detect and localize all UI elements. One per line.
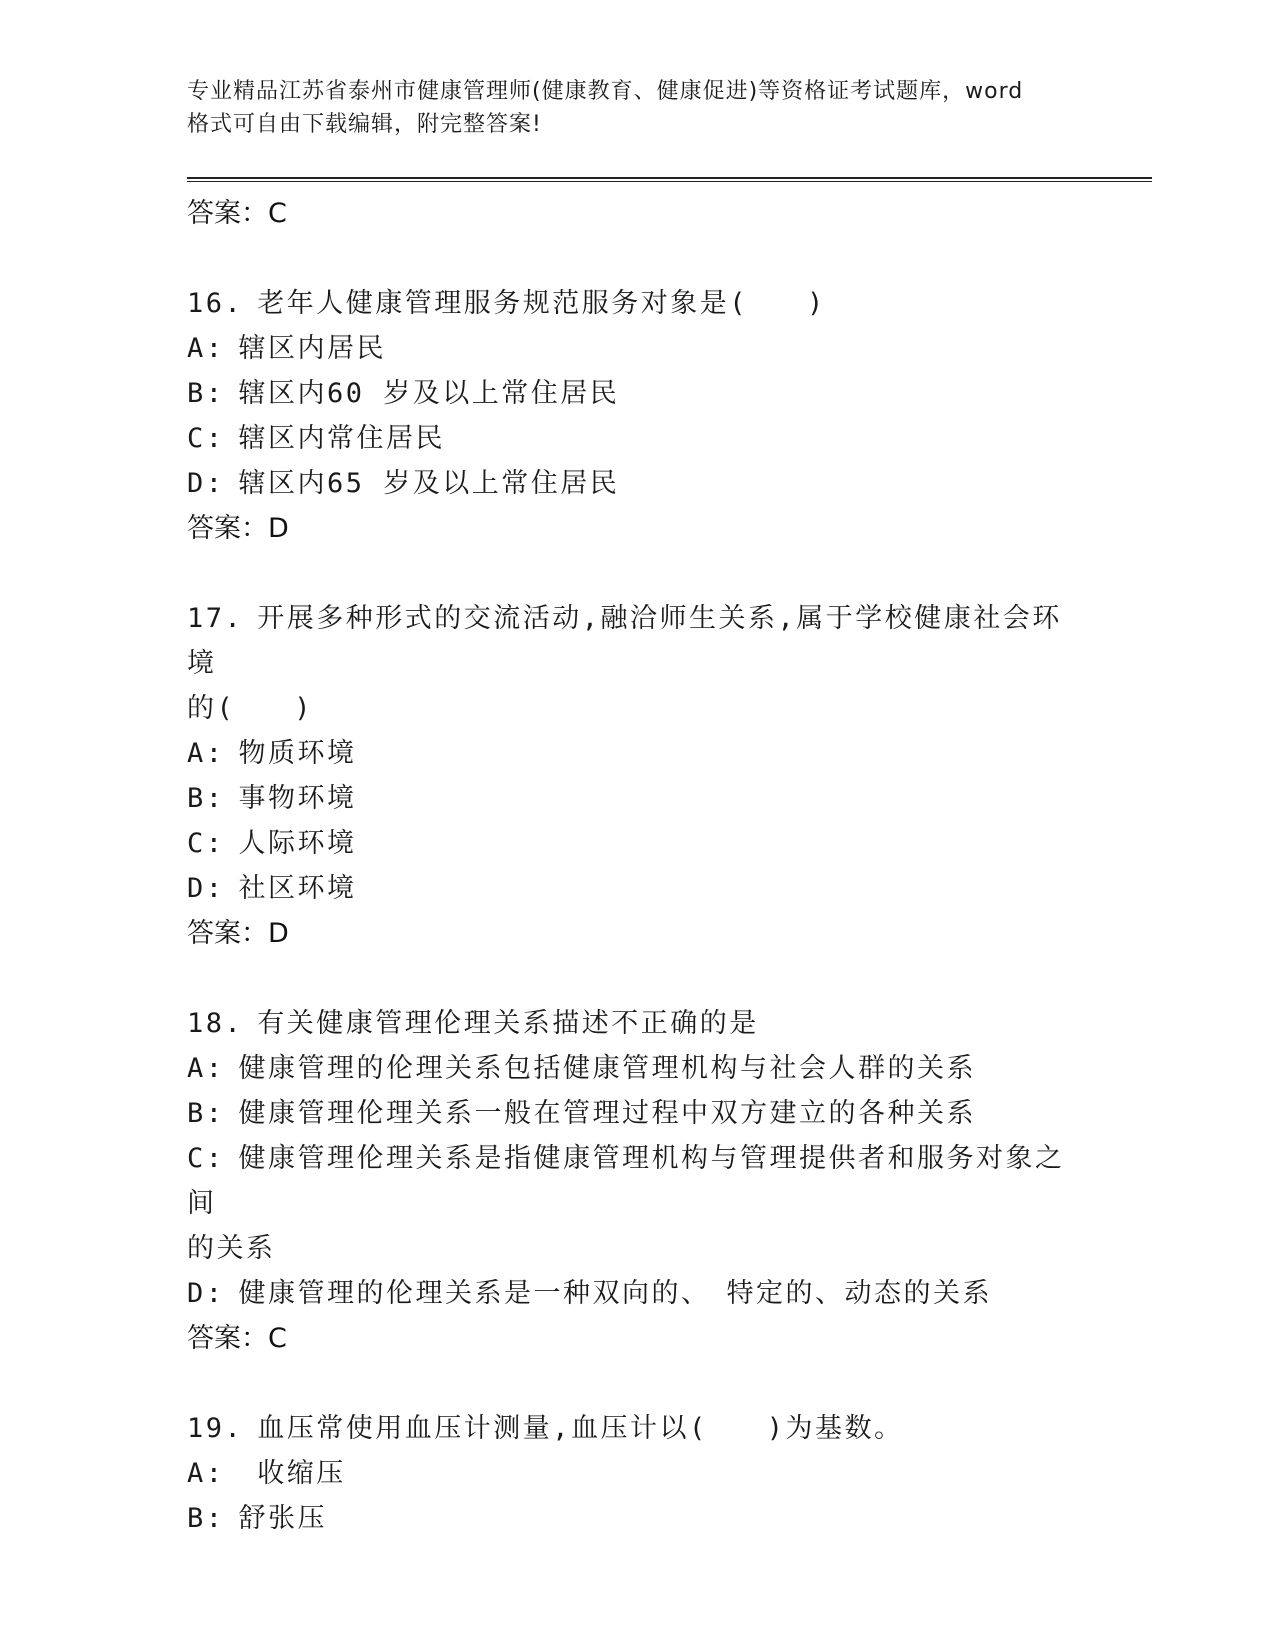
question-16 [187, 281, 1087, 326]
header-divider-thin [187, 181, 1152, 182]
question-text-continued: 的( ) [187, 693, 314, 724]
question-list [187, 185, 1087, 1541]
question-19 [187, 1406, 1087, 1451]
question-number: 17. [187, 603, 244, 634]
option-d: D: 健康管理的伦理关系是一种双向的、 特定的、动态的关系 [187, 1278, 993, 1309]
option-c: C: 辖区内常住居民 [187, 423, 446, 454]
option-d: D: 辖区内65 岁及以上常住居民 [187, 468, 620, 499]
question-18 [187, 1001, 1087, 1046]
answer-17: 答案：D [187, 918, 289, 949]
option-b: B: 辖区内60 岁及以上常住居民 [187, 378, 620, 409]
question-text: 血压常使用血压计测量,血压计以( )为基数。 [257, 1413, 904, 1444]
page-header [187, 75, 1087, 141]
question-number: 19. [187, 1413, 244, 1444]
header-divider [187, 177, 1152, 179]
answer-16: 答案：D [187, 513, 289, 544]
question-text: 老年人健康管理服务规范服务对象是( ) [257, 288, 826, 319]
option-d: D: 社区环境 [187, 873, 357, 904]
option-a: A: 物质环境 [187, 738, 357, 769]
header-line-2: 格式可自由下载编辑，附完整答案! [187, 112, 542, 137]
option-b: B: 健康管理伦理关系一般在管理过程中双方建立的各种关系 [187, 1098, 977, 1129]
question-17 [187, 596, 1087, 686]
answer-18: 答案：C [187, 1323, 287, 1354]
question-number: 18. [187, 1008, 244, 1039]
question-number: 16. [187, 288, 244, 319]
question-text: 有关健康管理伦理关系描述不正确的是 [257, 1008, 759, 1039]
option-b: B: 舒张压 [187, 1503, 328, 1534]
answer-prev: 答案：C [187, 198, 287, 229]
option-a: A: 收缩压 [187, 1458, 346, 1489]
option-c: C: 健康管理伦理关系是指健康管理机构与管理提供者和服务对象之间 [187, 1143, 1065, 1219]
option-a: A: 健康管理的伦理关系包括健康管理机构与社会人群的关系 [187, 1053, 977, 1084]
option-c: C: 人际环境 [187, 828, 357, 859]
option-c-continued: 的关系 [187, 1233, 276, 1264]
option-a: A: 辖区内居民 [187, 333, 387, 364]
question-text: 开展多种形式的交流活动,融洽师生关系,属于学校健康社会环境 [187, 603, 1062, 679]
option-b: B: 事物环境 [187, 783, 357, 814]
header-line-1: 专业精品江苏省泰州市健康管理师(健康教育、健康促进)等资格证考试题库，word [187, 79, 1024, 104]
